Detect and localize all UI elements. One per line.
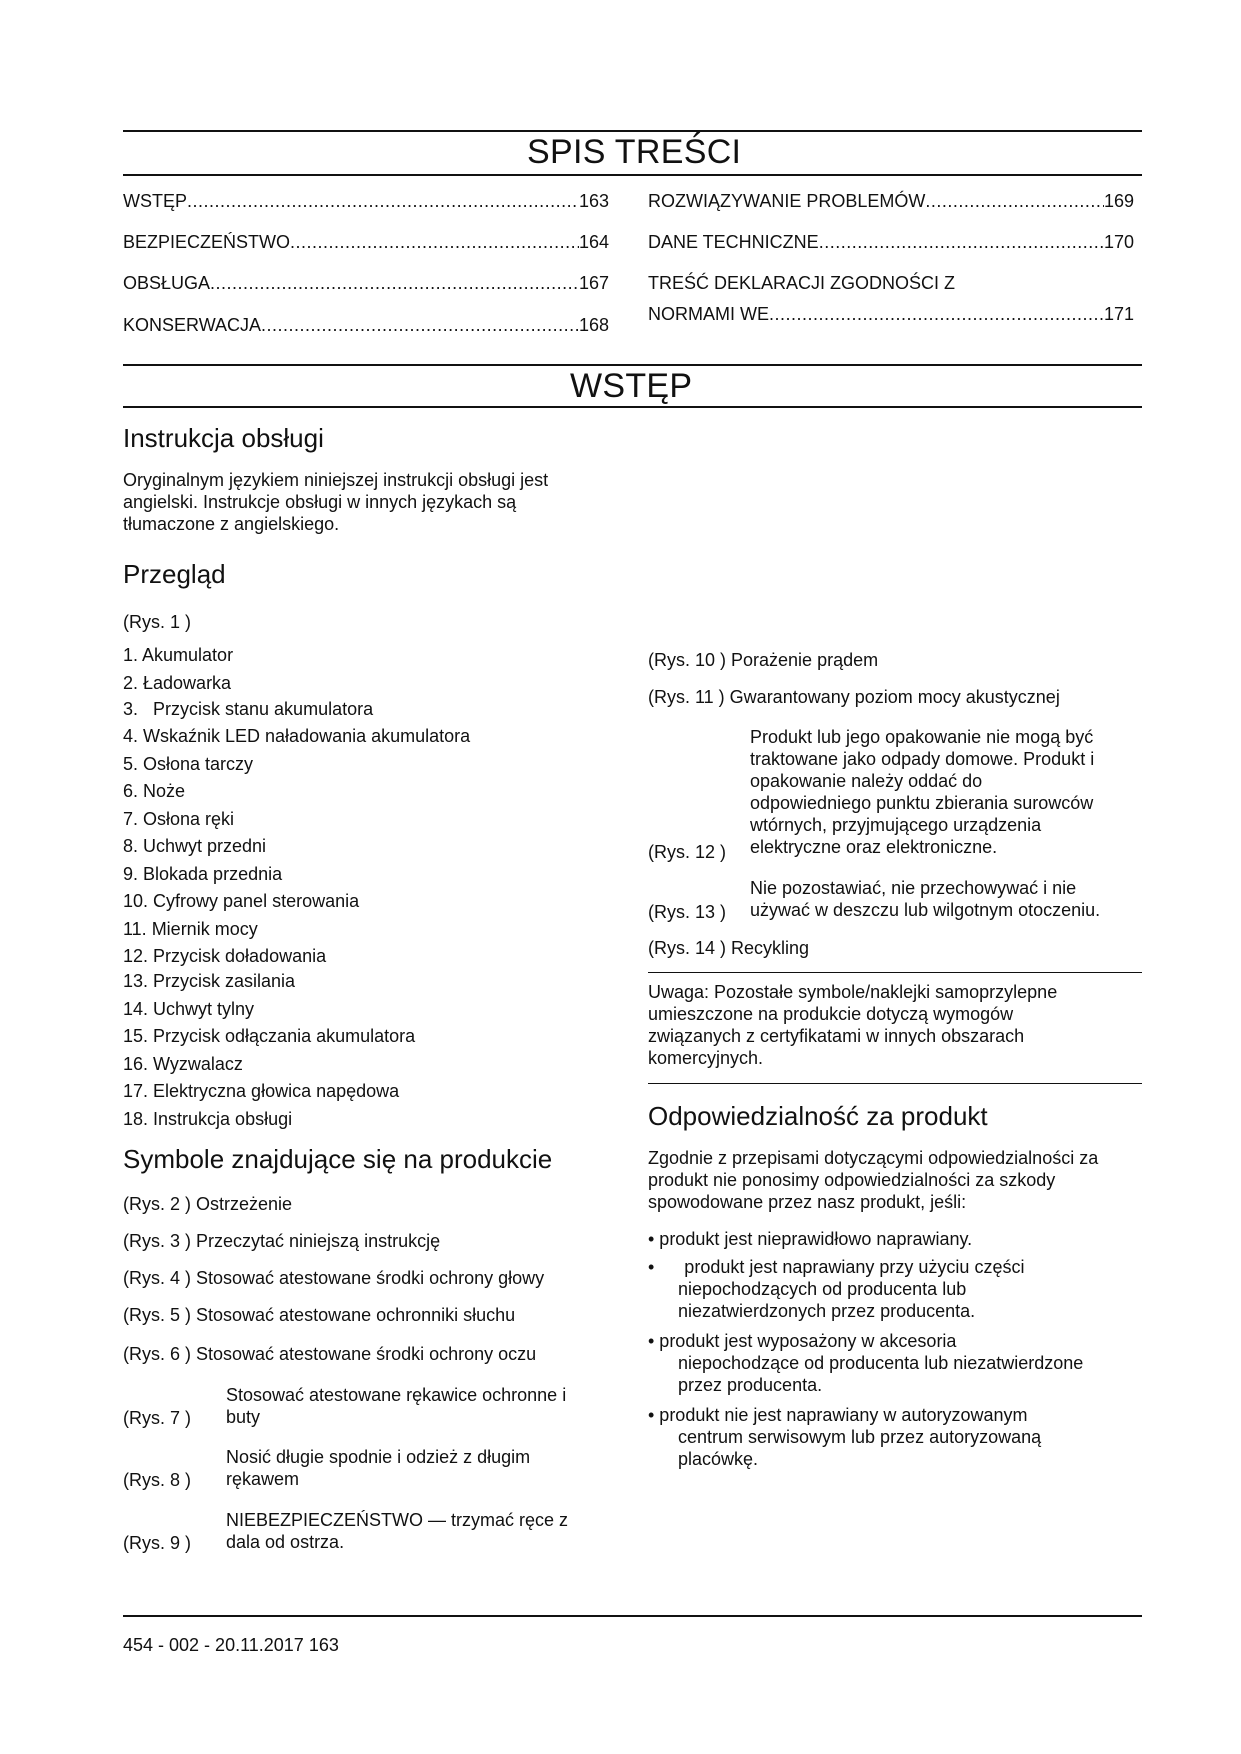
odpowiedzialnosc-heading: Odpowiedzialność za produkt bbox=[648, 1101, 988, 1131]
uwaga-label: Uwaga: bbox=[648, 982, 710, 1002]
symbol-rys-4: (Rys. 4 ) Stosować atestowane środki ochrony głowy bbox=[123, 1268, 545, 1288]
bullet-item: • produkt jest naprawiany przy użyciu części niepochodzących od producenta lub niezatwierdzonych przez producenta. bbox=[648, 1257, 1025, 1321]
przeglad-rys-ref: (Rys. 1 ) bbox=[123, 612, 192, 632]
list-item: 11. Miernik mocy bbox=[123, 919, 258, 939]
section-top-rule bbox=[123, 364, 1142, 366]
toc-entry-deklaracja-line1[interactable]: TREŚĆ DEKLARACJI ZGODNOŚCI Z bbox=[648, 273, 956, 293]
symbole-heading: Symbole znajdujące się na produkcie bbox=[123, 1144, 553, 1174]
symbol-rys-9-text: NIEBEZPIECZEŃSTWO — trzymać ręce z dala od ostrza. bbox=[226, 1510, 569, 1552]
instrukcja-heading: Instrukcja obsługi bbox=[123, 423, 324, 453]
footer-rule bbox=[123, 1615, 1142, 1617]
bullet-item: • produkt jest wyposażony w akcesoria niepochodzące od producenta lub niezatwierdzone przez producenta. bbox=[648, 1331, 1084, 1395]
list-item: 7. Osłona ręki bbox=[123, 809, 235, 829]
list-item: 18. Instrukcja obsługi bbox=[123, 1109, 293, 1129]
toc-entry-wstep[interactable]: WSTĘP ..... 163 bbox=[123, 190, 609, 212]
symbol-rys-14: (Rys. 14 ) Recykling bbox=[648, 938, 810, 958]
list-item: 13. Przycisk zasilania bbox=[123, 971, 296, 991]
list-item: 14. Uchwyt tylny bbox=[123, 999, 255, 1019]
list-item: 15. Przycisk odłączania akumulatora bbox=[123, 1026, 416, 1046]
toc-entry-obsluga[interactable]: OBSŁUGA ..... 167 bbox=[123, 272, 609, 294]
list-item: 3. Przycisk stanu akumulatora bbox=[123, 699, 374, 719]
symbol-rys-6: (Rys. 6 ) Stosować atestowane środki ochrony oczu bbox=[123, 1344, 537, 1364]
list-item: 2. Ładowarka bbox=[123, 673, 232, 693]
list-item: 17. Elektryczna głowica napędowa bbox=[123, 1081, 400, 1101]
symbol-rys-7-ref: (Rys. 7 ) bbox=[123, 1408, 192, 1428]
footer bbox=[123, 1635, 339, 1656]
uwaga-bottom-rule bbox=[648, 1083, 1142, 1084]
instrukcja-text: Oryginalnym językiem niniejszej instrukcji obsługi jest angielski. Instrukcje obsługi w innych językach są tłumaczone z angielskiego. bbox=[123, 470, 549, 534]
toc-entry-rozwiazywanie[interactable]: ROZWIĄZYWANIE PROBLEMÓW ..... 169 bbox=[648, 190, 1134, 212]
list-item: 12. Przycisk doładowania bbox=[123, 946, 327, 966]
symbol-rys-5: (Rys. 5 ) Stosować atestowane ochronniki słuchu bbox=[123, 1305, 516, 1325]
symbol-rys-11: (Rys. 11 ) Gwarantowany poziom mocy akustycznej bbox=[648, 687, 1060, 707]
toc-bottom-rule bbox=[123, 174, 1142, 176]
symbol-rys-7-text: Stosować atestowane rękawice ochronne i buty bbox=[226, 1385, 567, 1427]
toc-entry-dane-techniczne[interactable]: DANE TECHNICZNE ..... 170 bbox=[648, 231, 1134, 253]
list-item: 6. Noże bbox=[123, 781, 186, 801]
section-bottom-rule bbox=[123, 406, 1142, 408]
footer-code: 454 - 002 - 20.11.2017 bbox=[123, 1635, 304, 1655]
list-item: 16. Wyzwalacz bbox=[123, 1054, 243, 1074]
toc-top-rule bbox=[123, 130, 1142, 132]
symbol-rys-8-ref: (Rys. 8 ) bbox=[123, 1470, 192, 1490]
symbol-rys-12-ref: (Rys. 12 ) bbox=[648, 842, 727, 862]
toc-entry-bezpieczenstwo[interactable]: BEZPIECZEŃSTWO ..... 164 bbox=[123, 231, 609, 253]
list-item: 1. Akumulator bbox=[123, 645, 234, 665]
symbol-rys-3: (Rys. 3 ) Przeczytać niniejszą instrukcję bbox=[123, 1231, 441, 1251]
page-number: 163 bbox=[308, 1635, 339, 1655]
przeglad-heading: Przegląd bbox=[123, 559, 226, 589]
list-item: 8. Uchwyt przedni bbox=[123, 836, 267, 856]
list-item: 10. Cyfrowy panel sterowania bbox=[123, 891, 360, 911]
symbol-rys-10: (Rys. 10 ) Porażenie prądem bbox=[648, 650, 879, 670]
section-title: WSTĘP bbox=[570, 367, 693, 405]
list-item: 4. Wskaźnik LED naładowania akumulatora bbox=[123, 726, 471, 746]
list-item: 9. Blokada przednia bbox=[123, 864, 283, 884]
symbol-rys-13-text: Nie pozostawiać, nie przechowywać i nie używać w deszczu lub wilgotnym otoczeniu. bbox=[750, 878, 1101, 920]
symbol-rys-12-text: Produkt lub jego opakowanie nie mogą być traktowane jako odpady domowe. Produkt i opakowanie należy oddać do odpowiedniego punktu zbierania surowców wtórnych, przyjmującego urządzenia elektryczne oraz elektroniczne. bbox=[750, 727, 1095, 857]
symbol-rys-8-text: Nosić długie spodnie i odzież z długim rękawem bbox=[226, 1447, 531, 1489]
uwaga-top-rule bbox=[648, 972, 1142, 973]
bullet-item: • produkt nie jest naprawiany w autoryzowanym centrum serwisowym lub przez autoryzowaną placówkę. bbox=[648, 1405, 1042, 1469]
toc-title: SPIS TREŚCI bbox=[527, 133, 742, 171]
odpowiedzialnosc-text: Zgodnie z przepisami dotyczącymi odpowiedzialności za produkt nie ponosimy odpowiedzialności za szkody spowodowane przez nasz produkt, jeśli: bbox=[648, 1148, 1099, 1212]
list-item: 5. Osłona tarczy bbox=[123, 754, 254, 774]
toc-entry-konserwacja[interactable]: KONSERWACJA ..... 168 bbox=[123, 314, 609, 336]
symbol-rys-13-ref: (Rys. 13 ) bbox=[648, 902, 727, 922]
uwaga-note: Uwaga: Pozostałe symbole/naklejki samoprzylepne umieszczone na produkcie dotyczą wymogów związanych z certyfikatami w innych obszarach komercyjnych. bbox=[648, 982, 1058, 1068]
bullet-item: • produkt jest nieprawidłowo naprawiany. bbox=[648, 1229, 973, 1249]
symbol-rys-9-ref: (Rys. 9 ) bbox=[123, 1533, 192, 1553]
symbol-rys-2: (Rys. 2 ) Ostrzeżenie bbox=[123, 1194, 293, 1214]
toc-entry-deklaracja[interactable]: NORMAMI WE ..... 171 bbox=[648, 303, 1134, 325]
